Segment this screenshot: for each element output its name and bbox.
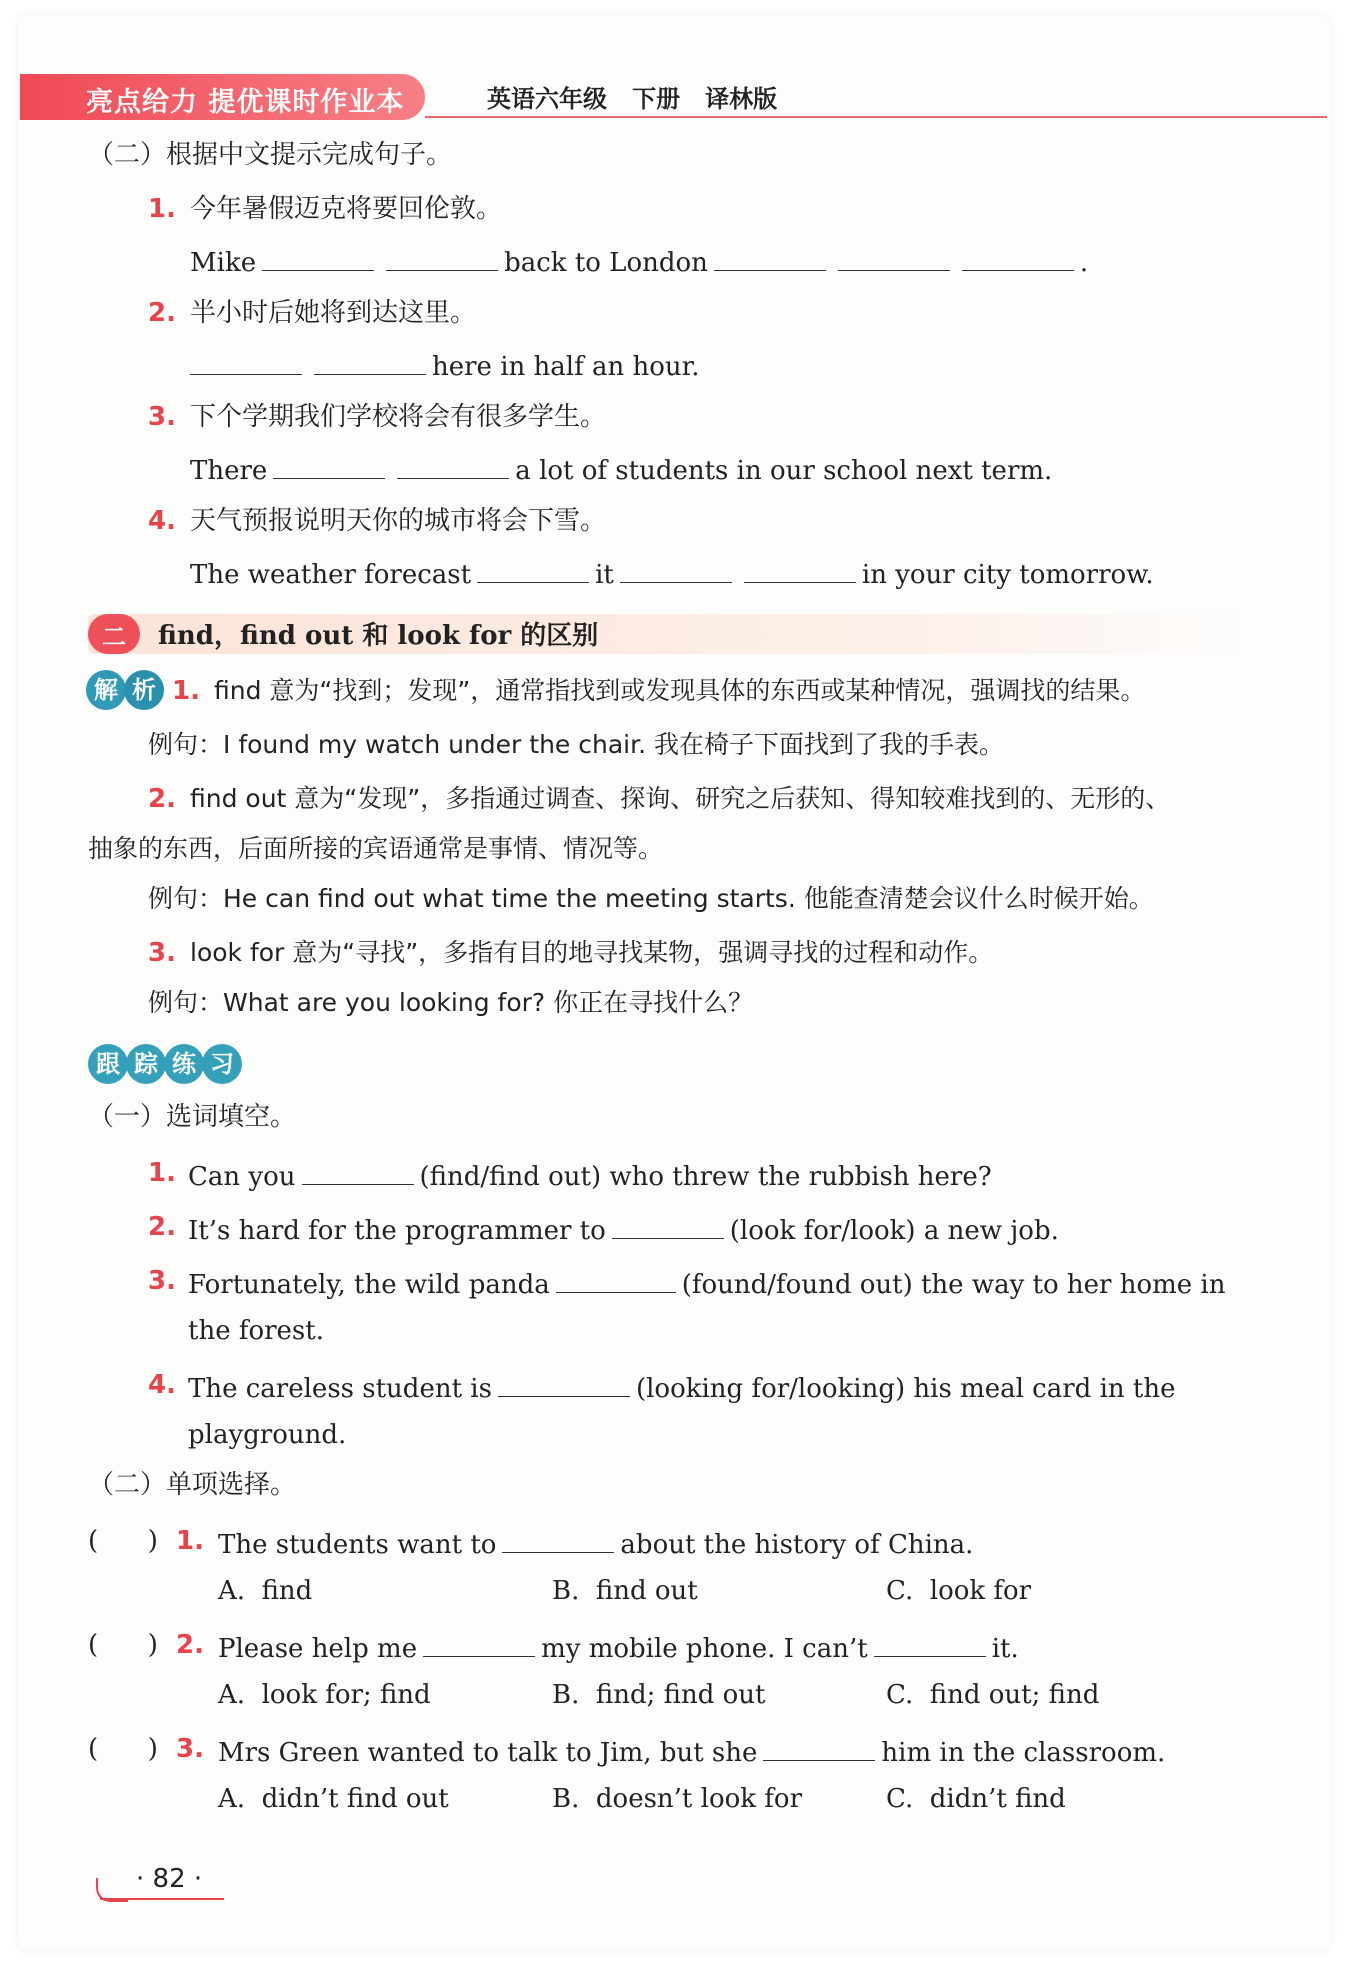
practice-badge-char: 跟 [88,1044,128,1084]
answer-blank[interactable] [556,1266,676,1293]
analysis-example-1: 例句：I found my watch under the chair. 我在椅子下面找到了我的手表。 [148,730,1004,759]
answer-blank[interactable] [620,556,732,583]
item-number: 1. [176,1526,204,1556]
answer-blank[interactable] [397,452,509,479]
analysis-point-2-line-2: 抽象的东西，后面所接的宾语通常是事情、情况等。 [88,834,664,863]
topic-title: find，find out 和 look for 的区别 [158,621,599,651]
header-divider [425,116,1327,118]
fill-item: The careless student is (looking for/looking) his meal card in the [188,1370,1176,1404]
analysis-badge [86,670,166,710]
section-heading-complete-sentences: （二）根据中文提示完成句子。 [88,140,453,170]
answer-parentheses[interactable]: ( ) [88,1734,158,1764]
analysis-point-3: look for 意为“寻找”，多指有目的地寻找某物，强调寻找的过程和动作。 [190,938,994,967]
point-number: 3. [148,938,176,968]
item-sentence: There a lot of students in our school next term. [190,452,1052,486]
point-number: 2. [148,784,176,814]
answer-blank[interactable] [612,1212,724,1239]
analysis-point-2-line-1: find out 意为“发现”，多指通过调查、探询、研究之后获知、得知较难找到的、无形的、 [190,784,1171,813]
answer-blank[interactable] [477,556,589,583]
mc-option-b[interactable]: B. doesn’t look for [552,1784,802,1814]
item-prompt-zh: 半小时后她将到达这里。 [190,298,477,328]
practice-badge-char: 踪 [126,1044,166,1084]
mc-option-a[interactable]: A. find [218,1576,313,1606]
mc-option-c[interactable]: C. find out; find [886,1680,1100,1710]
answer-blank[interactable] [386,244,498,271]
answer-blank[interactable] [838,244,950,271]
item-sentence: The weather forecast it in your city tomorrow. [190,556,1154,590]
item-number: 2. [148,298,176,328]
practice-badge-char: 练 [164,1044,204,1084]
answer-blank[interactable] [744,556,856,583]
item-prompt-zh: 天气预报说明天你的城市将会下雪。 [190,506,607,536]
point-number: 1. [172,676,200,706]
item-sentence: here in half an hour. [184,348,699,382]
fill-item: It’s hard for the programmer to (look for/look) a new job. [188,1212,1059,1246]
analysis-badge-char: 析 [124,670,164,710]
mc-option-c[interactable]: C. look for [886,1576,1032,1606]
fill-item: Can you (find/find out) who threw the rubbish here? [188,1158,992,1192]
answer-blank[interactable] [763,1734,875,1761]
item-number: 1. [148,1158,176,1188]
item-number: 3. [148,402,176,432]
item-prompt-zh: 下个学期我们学校将会有很多学生。 [190,402,607,432]
answer-blank[interactable] [302,1158,414,1185]
item-number: 2. [148,1212,176,1242]
mc-question: Mrs Green wanted to talk to Jim, but she him in the classroom. [218,1734,1165,1768]
item-number: 2. [176,1630,204,1660]
answer-blank[interactable] [423,1630,535,1657]
mc-option-b[interactable]: B. find; find out [552,1680,766,1710]
answer-blank[interactable] [190,348,302,375]
header-subtitle: 英语六年级 下册 译林版 [487,85,778,113]
answer-blank[interactable] [273,452,385,479]
mc-question: Please help me my mobile phone. I can’t it. [218,1630,1019,1664]
answer-blank[interactable] [962,244,1074,271]
mc-question: The students want to about the history of China. [218,1526,973,1560]
answer-blank[interactable] [714,244,826,271]
section-heading-fill: （一）选词填空。 [88,1102,297,1132]
item-number: 3. [176,1734,204,1764]
answer-parentheses[interactable]: ( ) [88,1526,158,1556]
mc-option-c[interactable]: C. didn’t find [886,1784,1066,1814]
mc-option-b[interactable]: B. find out [552,1576,698,1606]
analysis-example-2: 例句：He can find out what time the meeting starts. 他能查清楚会议什么时候开始。 [148,884,1154,913]
mc-option-a[interactable]: A. look for; find [218,1680,431,1710]
page-number: · 82 · [136,1864,203,1894]
header-title: 亮点给力 提优课时作业本 [86,87,405,118]
answer-blank[interactable] [314,348,426,375]
fill-item-continuation: the forest. [188,1316,324,1346]
practice-badge-char: 习 [202,1044,242,1084]
item-number: 4. [148,1370,176,1400]
answer-blank[interactable] [874,1630,986,1657]
item-prompt-zh: 今年暑假迈克将要回伦敦。 [190,194,503,224]
fill-item-continuation: playground. [188,1420,347,1450]
topic-badge-number: 二 [102,623,126,651]
fill-item: Fortunately, the wild panda (found/found out) the way to her home in [188,1266,1226,1300]
item-sentence: Mike back to London . [190,244,1088,278]
answer-blank[interactable] [502,1526,614,1553]
analysis-example-3: 例句：What are you looking for? 你正在寻找什么？ [148,988,754,1017]
item-number: 1. [148,194,176,224]
answer-blank[interactable] [498,1370,630,1397]
footer-underline [100,1898,224,1900]
mc-option-a[interactable]: A. didn’t find out [218,1784,449,1814]
answer-blank[interactable] [262,244,374,271]
analysis-point-1: find 意为“找到；发现”，通常指找到或发现具体的东西或某种情况，强调找的结果。 [214,676,1146,705]
section-heading-multiple-choice: （二）单项选择。 [88,1470,297,1500]
item-number: 3. [148,1266,176,1296]
item-number: 4. [148,506,176,536]
analysis-badge-char: 解 [86,670,126,710]
answer-parentheses[interactable]: ( ) [88,1630,158,1660]
